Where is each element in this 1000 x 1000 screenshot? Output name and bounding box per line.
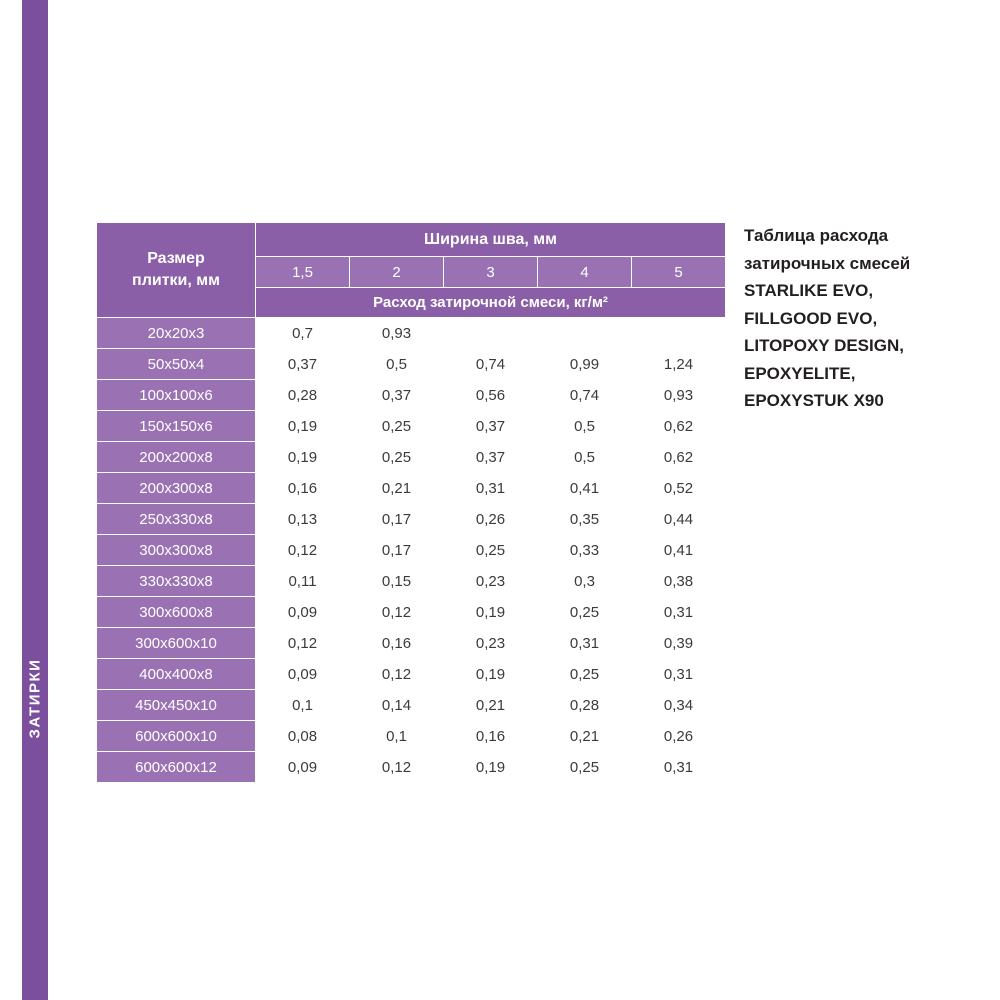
header-tile-size	[97, 223, 256, 318]
cell-value: 0,15	[350, 566, 444, 597]
cell-value: 0,21	[350, 473, 444, 504]
header-joint-width-1: 1,5	[256, 257, 350, 288]
caption-line: EPOXYSTUK X90	[744, 391, 884, 411]
cell-value: 0,7	[256, 318, 350, 349]
table-row	[97, 473, 726, 504]
consumption-table	[96, 222, 726, 783]
cell-value: 0,33	[538, 535, 632, 566]
cell-value	[538, 318, 632, 349]
table-row	[97, 628, 726, 659]
row-size-label: 600x600x10	[97, 721, 256, 752]
cell-value: 0,41	[632, 535, 726, 566]
cell-value: 0,28	[256, 380, 350, 411]
caption-line: затирочных смесей	[744, 253, 911, 273]
row-size-label: 200x300x8	[97, 473, 256, 504]
row-size-label: 150x150x6	[97, 411, 256, 442]
cell-value: 0,37	[444, 442, 538, 473]
cell-value: 0,25	[538, 597, 632, 628]
header-joint-width: Ширина шва, мм	[256, 223, 726, 257]
table-row	[97, 349, 726, 380]
cell-value: 0,25	[350, 411, 444, 442]
cell-value: 0,56	[444, 380, 538, 411]
cell-value: 0,09	[256, 597, 350, 628]
cell-value: 0,25	[538, 659, 632, 690]
cell-value: 0,93	[350, 318, 444, 349]
cell-value: 0,12	[256, 535, 350, 566]
row-size-label: 20x20x3	[97, 318, 256, 349]
row-size-label: 600x600x12	[97, 752, 256, 783]
cell-value: 0,74	[444, 349, 538, 380]
row-size-label: 300x600x10	[97, 628, 256, 659]
cell-value: 0,37	[350, 380, 444, 411]
caption-line: Таблица расхода	[744, 226, 889, 245]
cell-value: 0,5	[538, 411, 632, 442]
cell-value: 0,21	[538, 721, 632, 752]
cell-value: 0,62	[632, 411, 726, 442]
cell-value: 0,38	[632, 566, 726, 597]
header-tile-size-line2: плитки, мм	[132, 272, 220, 289]
table-row	[97, 721, 726, 752]
cell-value: 0,09	[256, 659, 350, 690]
table-row	[97, 442, 726, 473]
cell-value: 0,25	[350, 442, 444, 473]
header-joint-width-2: 2	[350, 257, 444, 288]
cell-value: 0,19	[444, 597, 538, 628]
cell-value: 0,25	[444, 535, 538, 566]
table-row	[97, 380, 726, 411]
cell-value: 0,16	[444, 721, 538, 752]
cell-value: 0,28	[538, 690, 632, 721]
header-tile-size-line1: Размер	[147, 250, 205, 268]
cell-value: 0,52	[632, 473, 726, 504]
row-size-label: 400x400x8	[97, 659, 256, 690]
cell-value: 0,31	[632, 659, 726, 690]
cell-value: 0,99	[538, 349, 632, 380]
cell-value: 0,5	[350, 349, 444, 380]
table-body	[97, 223, 726, 783]
cell-value: 0,1	[256, 690, 350, 721]
caption-line: FILLGOOD EVO,	[744, 308, 878, 328]
table-row	[97, 752, 726, 783]
cell-value: 0,93	[632, 380, 726, 411]
cell-value: 0,34	[632, 690, 726, 721]
cell-value: 0,19	[444, 752, 538, 783]
side-strip	[22, 0, 48, 1000]
cell-value: 0,19	[256, 411, 350, 442]
cell-value: 0,12	[350, 659, 444, 690]
caption-line: EPOXYELITE,	[744, 363, 856, 383]
cell-value: 0,23	[444, 566, 538, 597]
row-size-label: 300x300x8	[97, 535, 256, 566]
row-size-label: 100x100x6	[97, 380, 256, 411]
cell-value: 0,13	[256, 504, 350, 535]
cell-value: 0,12	[256, 628, 350, 659]
table-row	[97, 690, 726, 721]
cell-value: 0,26	[444, 504, 538, 535]
cell-value	[632, 318, 726, 349]
header-joint-width-3: 3	[444, 257, 538, 288]
table-row	[97, 659, 726, 690]
cell-value: 0,31	[632, 752, 726, 783]
table-row	[97, 318, 726, 349]
cell-value: 0,39	[632, 628, 726, 659]
cell-value: 0,21	[444, 690, 538, 721]
cell-value: 0,31	[538, 628, 632, 659]
table-header-row-top	[97, 223, 726, 257]
cell-value: 0,26	[632, 721, 726, 752]
cell-value: 0,12	[350, 752, 444, 783]
cell-value: 0,1	[350, 721, 444, 752]
table-row	[97, 411, 726, 442]
table-row	[97, 535, 726, 566]
cell-value: 0,11	[256, 566, 350, 597]
row-size-label: 330x330x8	[97, 566, 256, 597]
table-row	[97, 566, 726, 597]
cell-value: 1,24	[632, 349, 726, 380]
cell-value	[444, 318, 538, 349]
row-size-label: 300x600x8	[97, 597, 256, 628]
cell-value: 0,23	[444, 628, 538, 659]
row-size-label: 50x50x4	[97, 349, 256, 380]
cell-value: 0,74	[538, 380, 632, 411]
consumption-table-wrapper	[96, 222, 726, 783]
cell-value: 0,44	[632, 504, 726, 535]
cell-value: 0,17	[350, 504, 444, 535]
header-consumption: Расход затирочной смеси, кг/м²	[256, 288, 726, 318]
row-size-label: 450x450x10	[97, 690, 256, 721]
cell-value: 0,17	[350, 535, 444, 566]
cell-value: 0,19	[256, 442, 350, 473]
cell-value: 0,3	[538, 566, 632, 597]
cell-value: 0,41	[538, 473, 632, 504]
table-row	[97, 597, 726, 628]
cell-value: 0,31	[444, 473, 538, 504]
cell-value: 0,37	[444, 411, 538, 442]
cell-value: 0,08	[256, 721, 350, 752]
header-joint-width-5: 5	[632, 257, 726, 288]
cell-value: 0,19	[444, 659, 538, 690]
table-row	[97, 504, 726, 535]
cell-value: 0,37	[256, 349, 350, 380]
table-caption	[744, 222, 974, 415]
cell-value: 0,09	[256, 752, 350, 783]
cell-value: 0,16	[350, 628, 444, 659]
cell-value: 0,14	[350, 690, 444, 721]
cell-value: 0,16	[256, 473, 350, 504]
row-size-label: 200x200x8	[97, 442, 256, 473]
row-size-label: 250x330x8	[97, 504, 256, 535]
cell-value: 0,5	[538, 442, 632, 473]
caption-line: LITOPOXY DESIGN,	[744, 336, 904, 356]
cell-value: 0,25	[538, 752, 632, 783]
caption-line: STARLIKE EVO,	[744, 281, 874, 301]
side-strip-label: ЗАТИРКИ	[26, 658, 44, 739]
cell-value: 0,35	[538, 504, 632, 535]
cell-value: 0,31	[632, 597, 726, 628]
cell-value: 0,62	[632, 442, 726, 473]
cell-value: 0,12	[350, 597, 444, 628]
header-joint-width-4: 4	[538, 257, 632, 288]
